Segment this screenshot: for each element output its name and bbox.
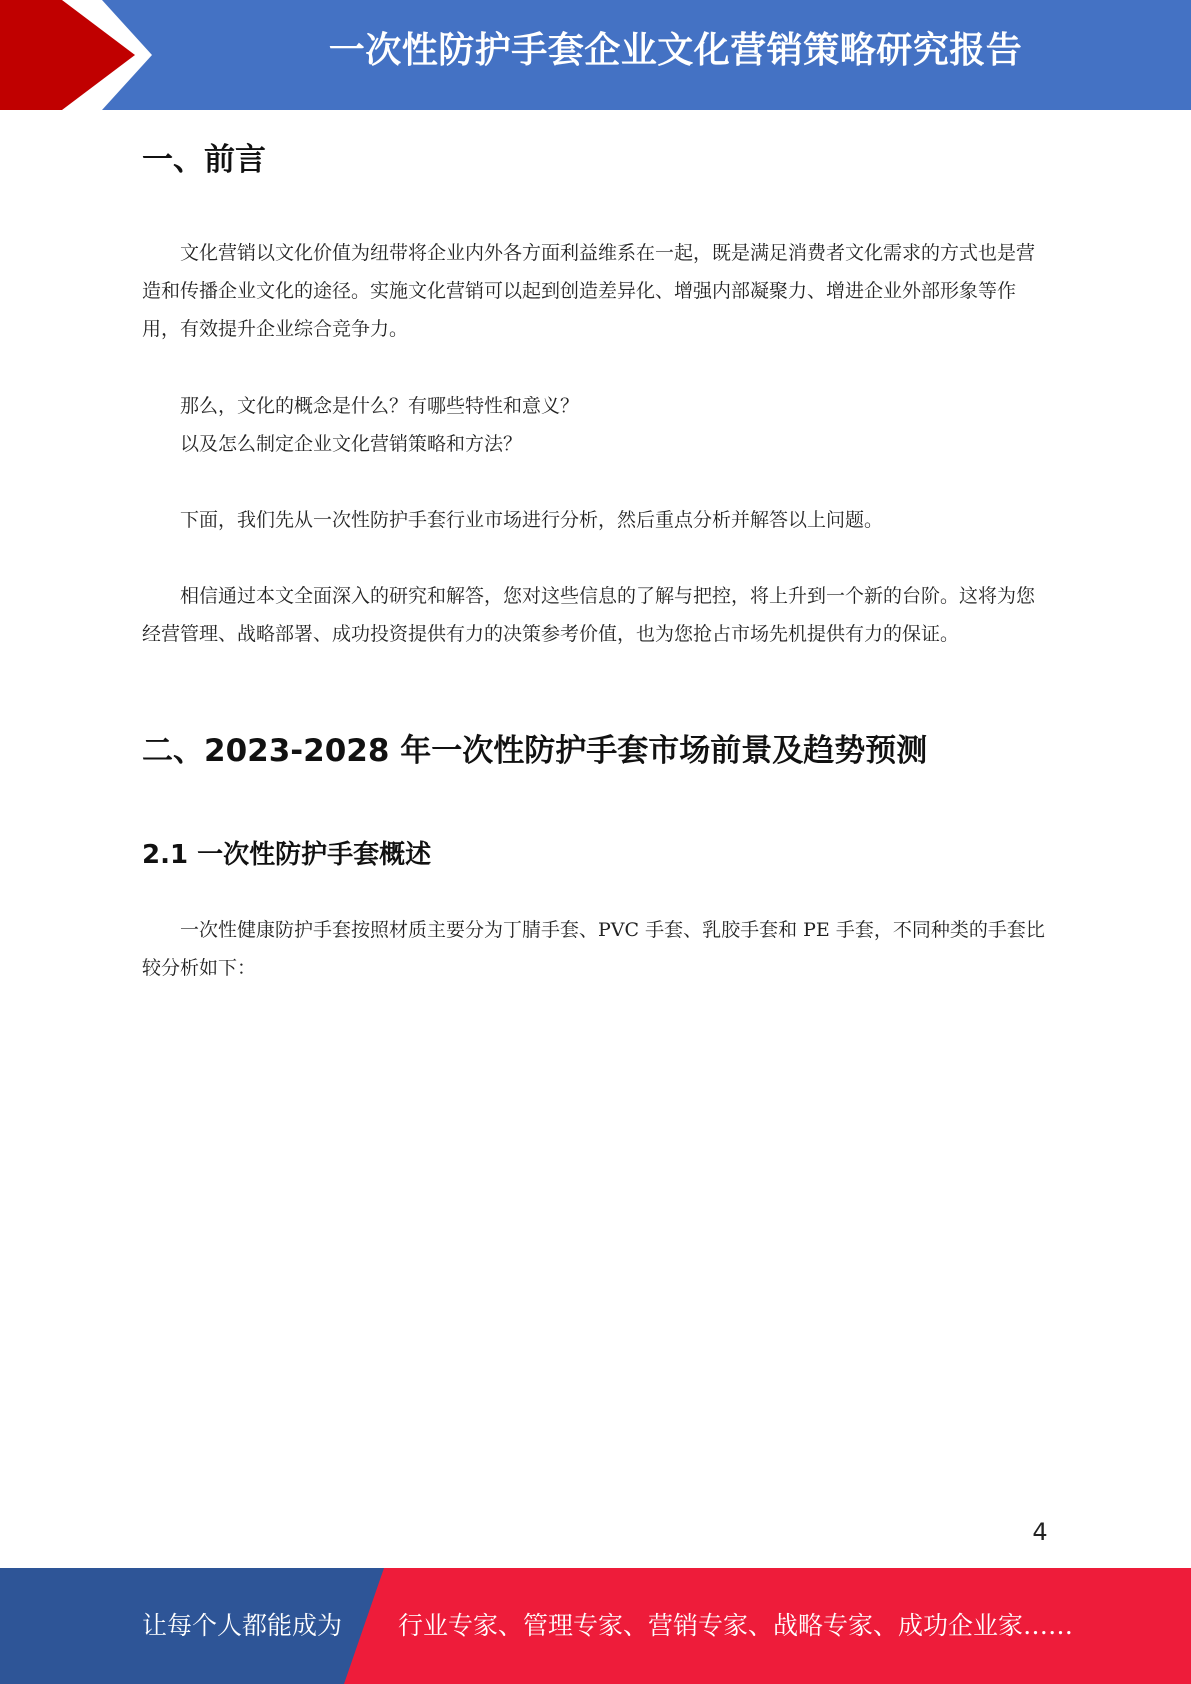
intro-paragraph-3: 以及怎么制定企业文化营销策略和方法？: [180, 433, 523, 455]
report-title: 一次性防护手套企业文化营销策略研究报告: [328, 30, 1023, 71]
intro-paragraph-1: 文化营销以文化价值为纽带将企业内外各方面利益维系在一起，既是满足消费者文化需求的方式也是营造和传播企业文化的途径。实施文化营销可以起到创造差异化、增强内部凝聚力、增进企业外部形象等作用，有效提升企业综合竞争力。: [142, 242, 1036, 340]
page-number: 4: [1032, 1518, 1048, 1546]
header-banner: [0, 0, 1191, 110]
footer-slogan-left: 让每个人都能成为: [142, 1611, 343, 1640]
intro-paragraph-2: 那么，文化的概念是什么？有哪些特性和意义？: [180, 395, 580, 417]
footer-banner: [0, 1568, 1191, 1684]
intro-paragraph-5: 相信通过本文全面深入的研究和解答，您对这些信息的了解与把控，将上升到一个新的台阶。这将为您经营管理、战略部署、成功投资提供有力的决策参考价值，也为您抢占市场先机提供有力的保证。: [142, 585, 1036, 645]
subsection-2-1-title: 2.1 一次性防护手套概述: [142, 840, 432, 870]
footer-slogan-right: 行业专家、管理专家、营销专家、战略专家、成功企业家……: [398, 1611, 1074, 1640]
section-2-title: 二、2023-2028 年一次性防护手套市场前景及趋势预测: [142, 733, 928, 769]
intro-paragraph-4: 下面，我们先从一次性防护手套行业市场进行分析，然后重点分析并解答以上问题。: [180, 509, 884, 531]
section-1-title: 一、前言: [142, 142, 266, 178]
subsection-2-1-paragraph: 一次性健康防护手套按照材质主要分为丁腈手套、PVC 手套、乳胶手套和 PE 手套，不同种类的手套比较分析如下：: [142, 919, 1045, 979]
